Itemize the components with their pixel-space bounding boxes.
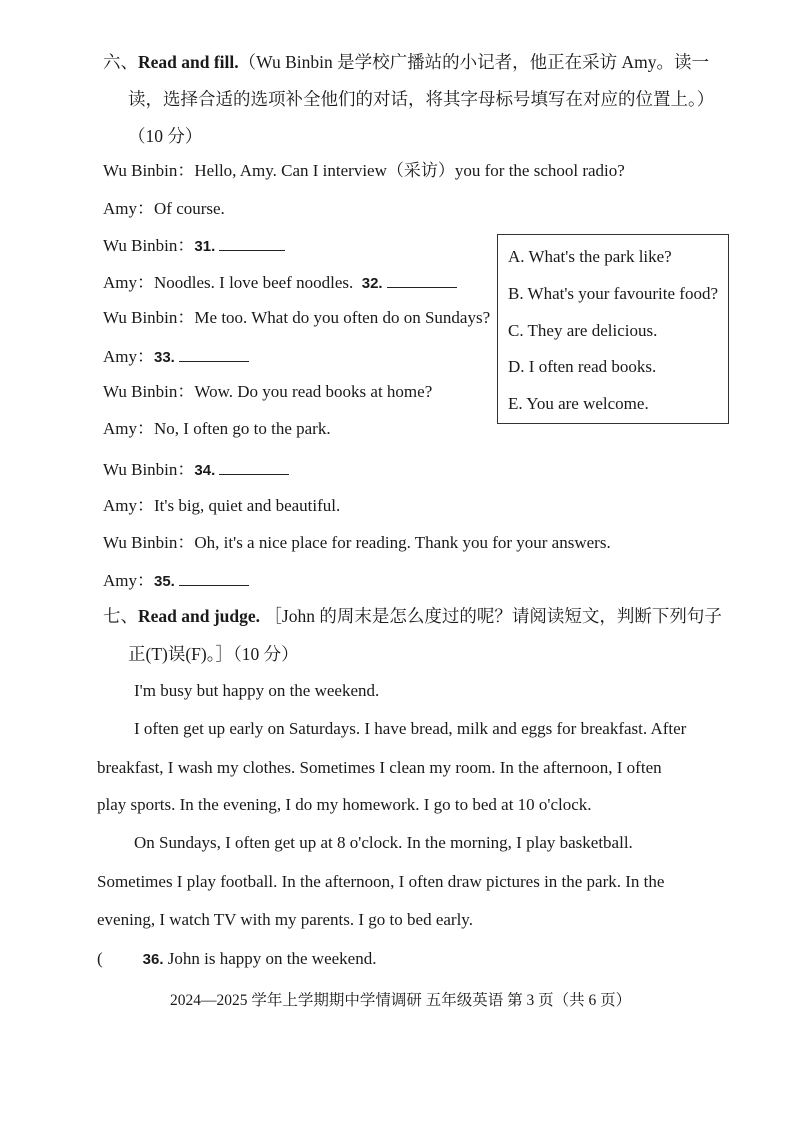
speaker: Amy： (103, 273, 154, 292)
passage-line-1: I'm busy but happy on the weekend. (134, 681, 380, 700)
option-c: C. They are delicious. (508, 321, 658, 340)
answer-paren[interactable]: ( (97, 949, 103, 968)
answer-blank-35[interactable] (179, 569, 249, 586)
dialog-text: Me too. What do you often do on Sundays? (194, 308, 491, 327)
speaker: Wu Binbin： (103, 308, 195, 327)
option-d: D. I often read books. (508, 357, 657, 376)
question-number: 34. (194, 462, 216, 479)
speaker: Amy： (103, 571, 154, 590)
dialog-line-2 (103, 198, 225, 220)
question-text: John is happy on the weekend. (167, 949, 377, 968)
dialog-text: Noodles. I love beef noodles. (154, 273, 354, 292)
dialog-line-10 (103, 495, 340, 517)
dialog-line-8 (103, 418, 331, 440)
speaker: Wu Binbin： (103, 382, 195, 401)
speaker: Amy： (103, 199, 154, 218)
dialog-text: It's big, quiet and beautiful. (154, 496, 341, 515)
dialog-text: Hello, Amy. Can I interview（采访）you for the school radio? (194, 161, 625, 180)
dialog-text: No, I often go to the park. (154, 419, 331, 438)
passage-line-7: evening, I watch TV with my parents. I go to bed early. (97, 910, 473, 929)
speaker: Amy： (103, 496, 154, 515)
section6-title: Read and fill. (138, 52, 239, 72)
dialog-line-11 (103, 532, 611, 554)
passage-line-2: I often get up early on Saturdays. I have bread, milk and eggs for breakfast. After (134, 719, 687, 738)
option-b: B. What's your favourite food? (508, 284, 719, 303)
section6-instruction-line1: （Wu Binbin 是学校广播站的小记者，他正在采访 Amy。读一 (238, 52, 709, 72)
speaker: Wu Binbin： (103, 533, 195, 552)
page-footer: 2024—2025 学年上学期期中学情调研 五年级英语 第 3 页（共 6 页） (170, 992, 632, 1009)
passage-line-4: play sports. In the evening, I do my homework. I go to bed at 10 o'clock. (97, 795, 592, 814)
dialog-text: Wow. Do you read books at home? (194, 382, 433, 401)
answer-blank-32[interactable] (387, 271, 457, 288)
section7-instruction-line2: 正(T)误(F)。］（10 分） (128, 644, 299, 664)
dialog-line-12 (103, 569, 249, 593)
answer-blank-34[interactable] (219, 458, 289, 475)
passage-line-3: breakfast, I wash my clothes. Sometimes I clean my room. In the afternoon, I often (97, 758, 662, 777)
answer-blank-33[interactable] (179, 345, 249, 362)
dialog-text: Of course. (154, 199, 225, 218)
options-box (497, 234, 729, 424)
dialog-line-6 (103, 345, 249, 369)
dialog-line-5 (103, 307, 490, 329)
dialog-line-3 (103, 234, 285, 258)
section7-instruction-line1: ［John 的周末是怎么度过的呢？请阅读短文，判断下列句子 (264, 606, 722, 626)
speaker: Wu Binbin： (103, 236, 195, 255)
option-e: E. You are welcome. (508, 394, 649, 413)
speaker: Amy： (103, 347, 154, 366)
answer-blank-31[interactable] (219, 234, 285, 251)
section7-heading (103, 605, 722, 627)
passage-line-5: On Sundays, I often get up at 8 o'clock. In the morning, I play basketball. (134, 833, 633, 852)
question-number: 35. (154, 573, 175, 590)
passage-line-6: Sometimes I play football. In the afternoon, I often draw pictures in the park. In the (97, 872, 665, 891)
question-number: 32. (361, 275, 383, 292)
dialog-line-4 (103, 271, 457, 295)
dialog-line-1 (103, 160, 625, 182)
option-a: A. What's the park like? (508, 247, 672, 266)
question-number: 33. (154, 349, 175, 366)
question-number: 36. (142, 951, 164, 968)
section7-number: 七、 (103, 606, 138, 626)
section6-instruction-line2: 读，选择合适的选项补全他们的对话，将其字母标号填写在对应的位置上。） (128, 89, 715, 109)
dialog-text: Oh, it's a nice place for reading. Thank you for your answers. (194, 533, 611, 552)
dialog-line-7 (103, 381, 432, 403)
section6-points: （10 分） (128, 126, 203, 146)
section6-number: 六、 (103, 52, 138, 72)
section7-title: Read and judge. (138, 606, 261, 626)
section6-heading (103, 51, 709, 73)
speaker: Wu Binbin： (103, 161, 195, 180)
question-number: 31. (194, 238, 216, 255)
question-36 (97, 948, 376, 971)
dialog-line-9 (103, 458, 289, 482)
speaker: Amy： (103, 419, 154, 438)
speaker: Wu Binbin： (103, 460, 195, 479)
